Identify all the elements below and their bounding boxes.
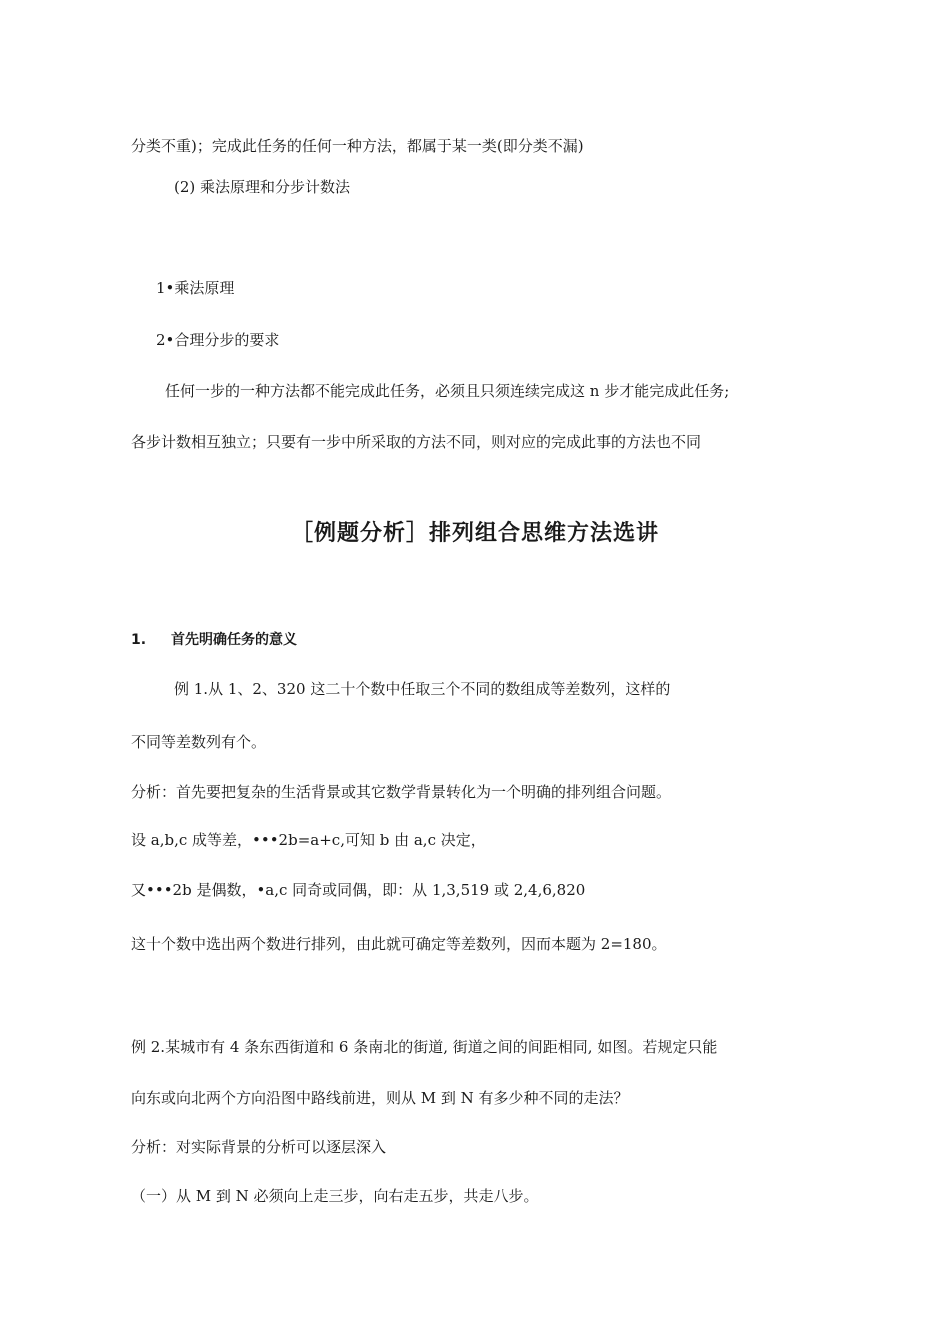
analysis-2: 分析：对实际背景的分析可以逐层深入: [131, 1138, 387, 1156]
section-1-title: 首先明确任务的意义: [171, 632, 297, 648]
list-item-reasonable-steps: 2•合理分步的要求: [156, 331, 280, 349]
paragraph-step-independence: 各步计数相互独立；只要有一步中所采取的方法不同，则对应的完成此事的方法也不同: [131, 433, 702, 451]
paragraph-classification-note: 分类不重)；完成此任务的任何一种方法，都属于某一类(即分类不漏): [131, 137, 584, 155]
analysis-step-1: （一）从 M 到 N 必须向上走三步，向右走五步，共走八步。: [131, 1187, 539, 1205]
section-heading: ［例题分析］排列组合思维方法选讲: [290, 521, 659, 546]
example-1-line-2: 不同等差数列有个。: [131, 733, 267, 751]
equation-line-3: 这十个数中选出两个数进行排列，由此就可确定等差数列，因而本题为 2=180。: [131, 935, 667, 953]
example-2-line-1: 例 2.某城市有 4 条东西街道和 6 条南北的街道, 街道之间的间距相同, 如图。若规定只能: [131, 1038, 718, 1056]
equation-line-2: 又•••2b 是偶数，•a,c 同奇或同偶，即：从 1,3,519 或 2,4,6,820: [131, 881, 586, 899]
example-2-line-2: 向东或向北两个方向沿图中路线前进，则从 M 到 N 有多少种不同的走法？: [131, 1089, 629, 1107]
equation-line-1: 设 a,b,c 成等差，•••2b=a+c,可知 b 由 a,c 决定，: [131, 831, 486, 849]
section-1-number: 1.: [131, 632, 147, 648]
analysis-1: 分析：首先要把复杂的生活背景或其它数学背景转化为一个明确的排列组合问题。: [131, 783, 672, 801]
subsection-multiplication-principle: (2) 乘法原理和分步计数法: [174, 178, 351, 196]
list-item-multiplication-principle: 1•乘法原理: [156, 279, 235, 297]
example-1-line-1: 例 1.从 1、2、320 这二十个数中任取三个不同的数组成等差数列，这样的: [174, 680, 671, 698]
paragraph-step-requirement: 任何一步的一种方法都不能完成此任务，必须且只须连续完成这 n 步才能完成此任务;: [165, 382, 730, 400]
